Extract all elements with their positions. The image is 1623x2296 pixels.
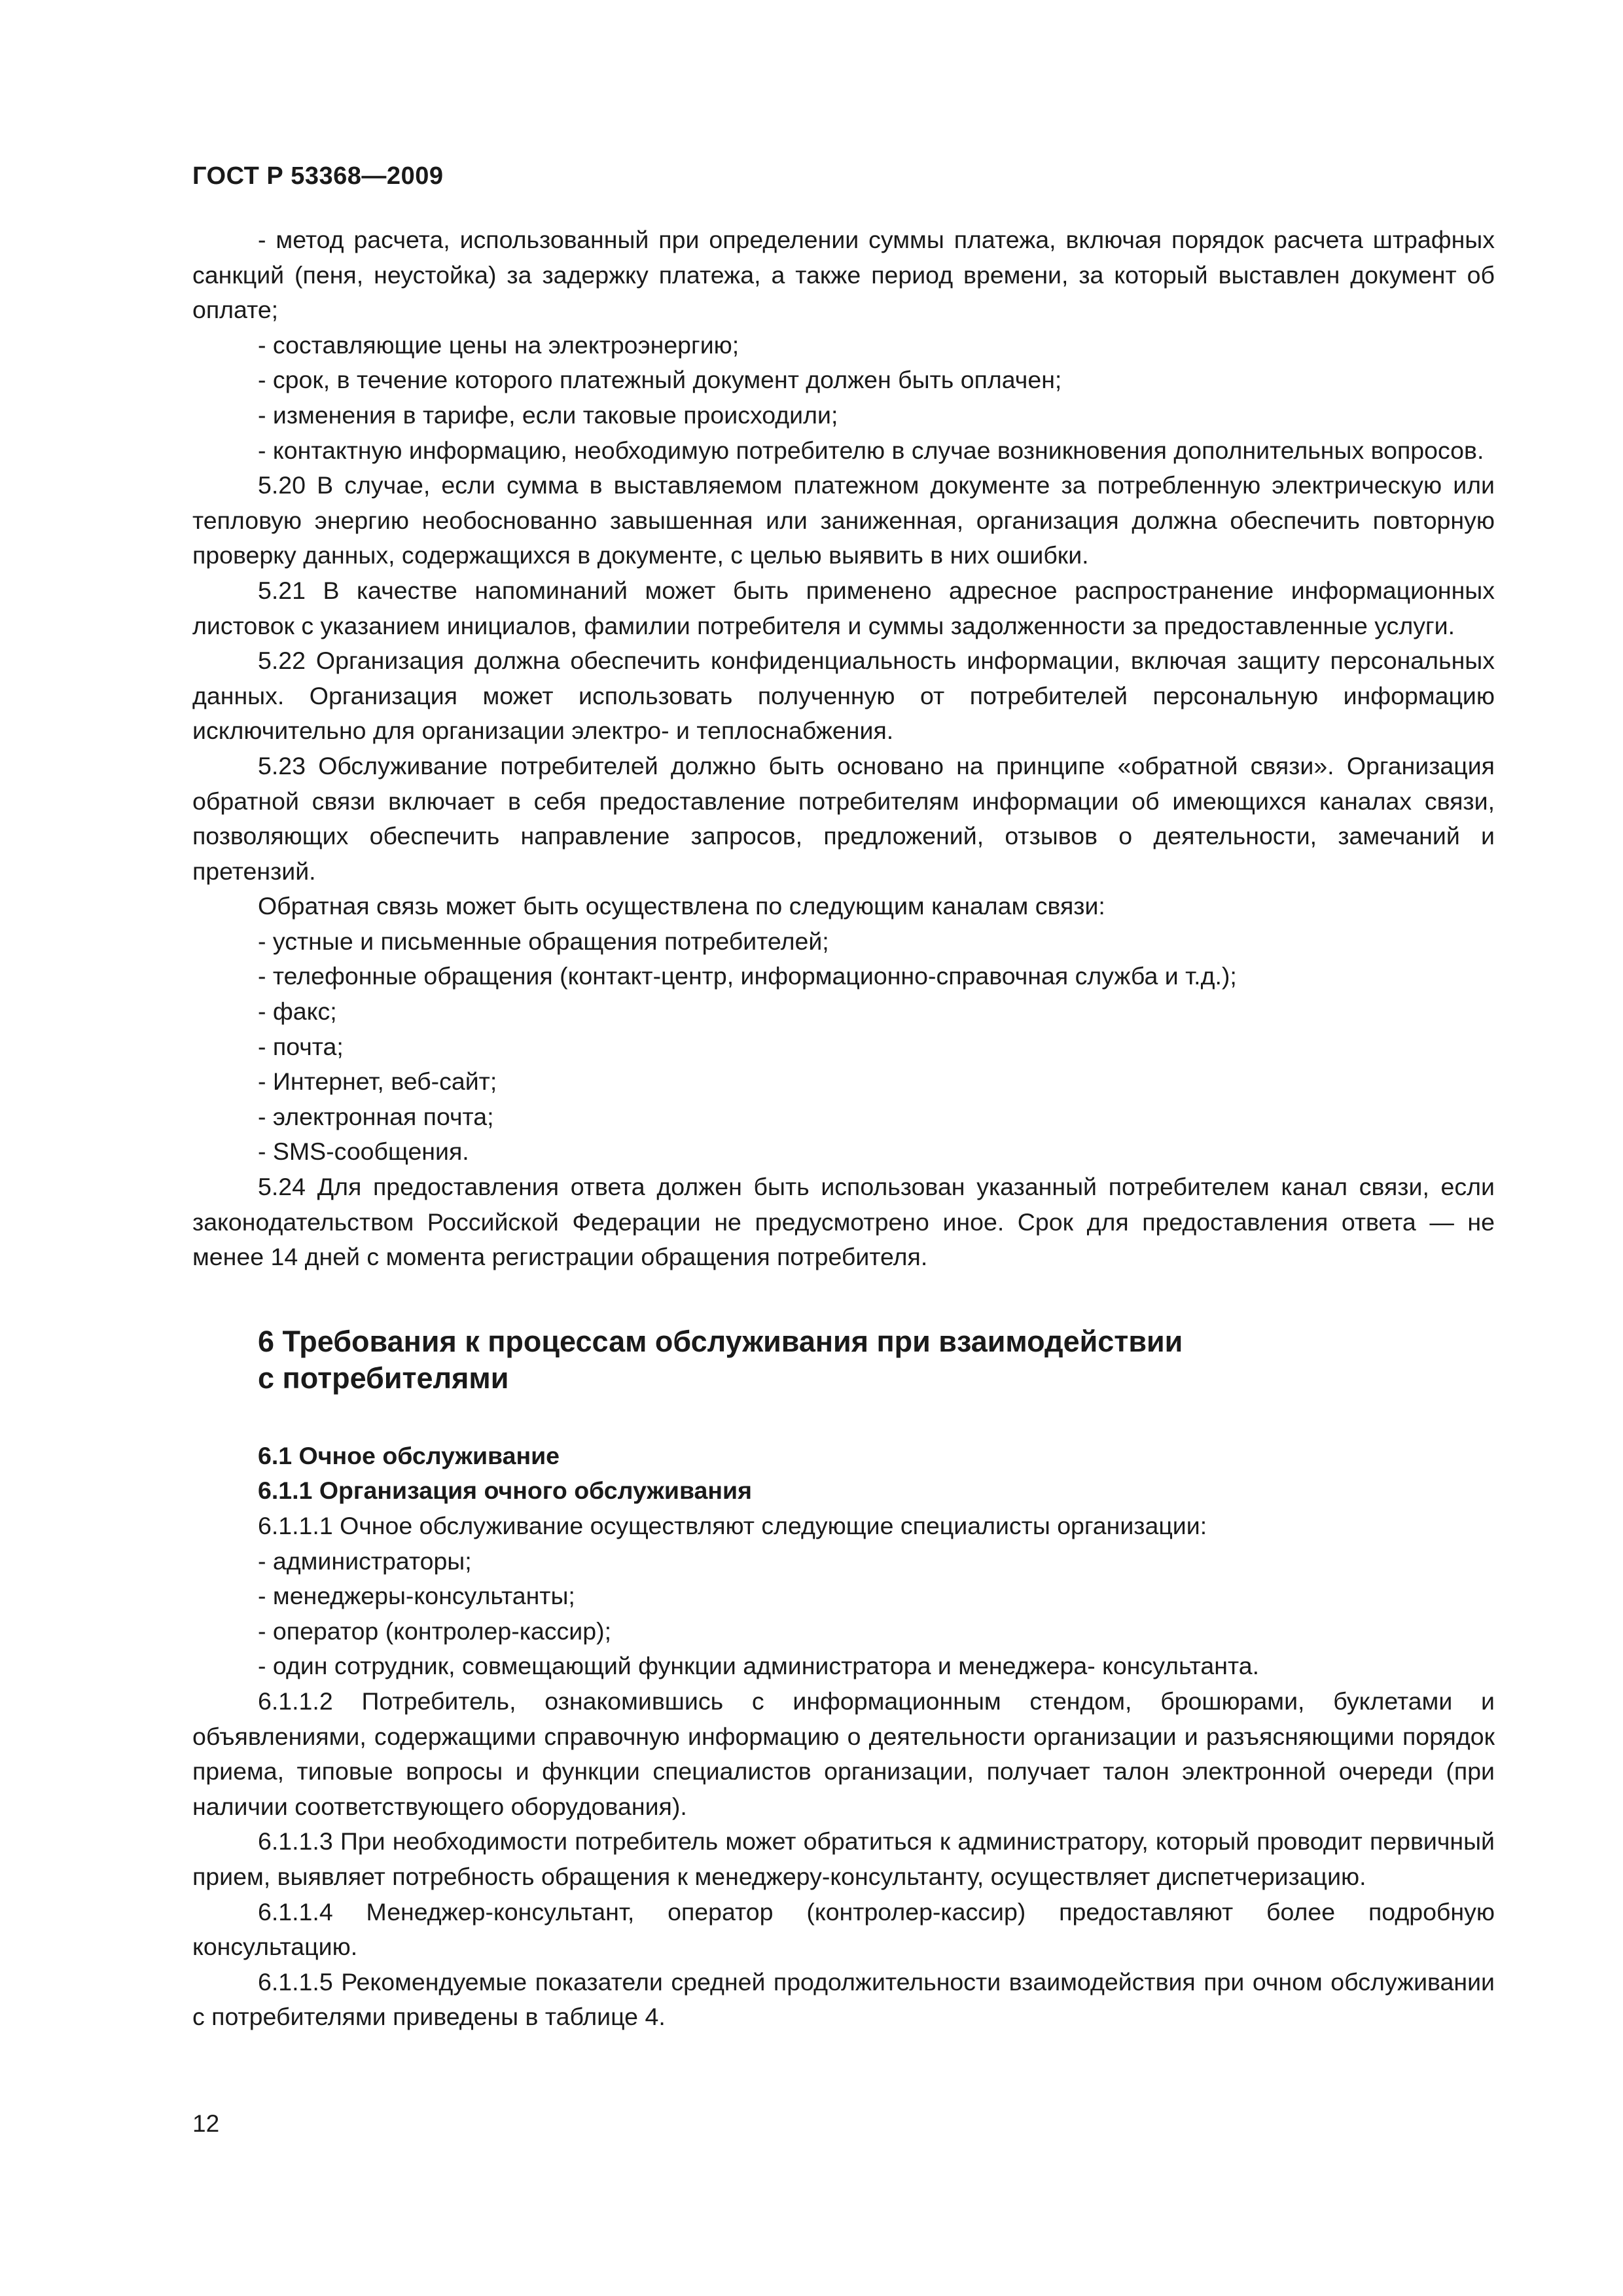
list-item: - оператор (контролер-кассир); (258, 1617, 612, 1645)
list-item: - устные и письменные обращения потребителей; (258, 927, 829, 955)
subsection-6-1-title: 6.1 Очное обслуживание (258, 1441, 560, 1469)
list-item: - факс; (258, 997, 337, 1026)
paragraph-5-23: 5.23 Обслуживание потребителей должно быть основано на принципе «обратной связи». Организация обратной связи включает в себя предоставление потребителям информации об имеющихся каналах связи, позволяющих обеспечить направление запросов, предложений, отзывов о деятельности, замечаний и претензий. (192, 751, 1495, 885)
paragraph-5-24: 5.24 Для предоставления ответа должен быть использован указанный потребителем канал связи, если законодательством Российской Федерации не предусмотрено иное. Срок для предоставления ответа — не менее 14 дней с момента регистрации обращения потребителя. (192, 1173, 1495, 1271)
list-item: - изменения в тарифе, если таковые происходили; (258, 401, 838, 429)
list-item: - Интернет, веб-сайт; (258, 1067, 497, 1096)
list-item: - SMS-сообщения. (258, 1138, 469, 1166)
paragraph-5-21: 5.21 В качестве напоминаний может быть применено адресное распространение информационных листовок с указанием инициалов, фамилии потребителя и суммы задолженности за предоставленные услуги. (192, 576, 1495, 639)
paragraph-6-1-1-4: 6.1.1.4 Менеджер-консультант, оператор (контролер-кассир) предоставляют более подробную консультацию. (192, 1897, 1495, 1961)
list-item: - менеджеры-консультанты; (258, 1582, 575, 1610)
channels-intro: Обратная связь может быть осуществлена по следующим каналам связи: (258, 892, 1105, 920)
paragraph-6-1-1-3: 6.1.1.3 При необходимости потребитель может обратиться к администратору, который проводит первичный прием, выявляет потребность обращения к менеджеру-консультанту, осуществляет диспетчеризацию. (192, 1827, 1495, 1890)
list-item: - контактную информацию, необходимую потребителю в случае возникновения дополнительных вопросов. (258, 436, 1484, 464)
subsection-6-1-1-title: 6.1.1 Организация очного обслуживания (258, 1477, 752, 1505)
paragraph-6-1-1-2: 6.1.1.2 Потребитель, ознакомившись с информационным стендом, брошюрами, буклетами и объявлениями, содержащими справочную информацию о деятельности организации и разъясняющими порядок приема, типовые вопросы и функции специалистов организации, получает талон электронной очереди (при наличии соответствующего оборудования). (192, 1687, 1495, 1820)
list-item: - срок, в течение которого платежный документ должен быть оплачен; (258, 366, 1062, 394)
list-item: - электронная почта; (258, 1102, 494, 1130)
document-body (192, 223, 1495, 2035)
paragraph-5-22: 5.22 Организация должна обеспечить конфиденциальность информации, включая защиту персональных данных. Организация может использовать полученную от потребителей персональную информацию исключительно для организации электро- и теплоснабжения. (192, 647, 1495, 745)
list-item: - метод расчета, использованный при определении суммы платежа, включая порядок расчета штрафных санкций (пеня, неустойка) за задержку платежа, а также период времени, за который выставлен документ об оплате; (192, 226, 1495, 324)
paragraph-6-1-1-1: 6.1.1.1 Очное обслуживание осуществляют следующие специалисты организации: (258, 1512, 1207, 1539)
list-item: - телефонные обращения (контакт-центр, информационно-справочная служба и т.д.); (258, 962, 1237, 990)
page-number: 12 (192, 2110, 220, 2137)
section-6-title-line1: 6 Требования к процессам обслуживания при взаимодействии (258, 1324, 1183, 1358)
list-item: - почта; (258, 1032, 344, 1060)
section-6-title-line2: с потребителями (258, 1361, 509, 1395)
list-item: - один сотрудник, совмещающий функции администратора и менеджера- консультанта. (258, 1652, 1260, 1680)
list-item: - составляющие цены на электроэнергию; (258, 331, 740, 359)
section-6-title (192, 1323, 1495, 1397)
paragraph-5-20: 5.20 В случае, если сумма в выставляемом платежном документе за потребленную электрическую или тепловую энергию необоснованно завышенная или заниженная, организация должна обеспечить повторную проверку данных, содержащихся в документе, с целью выявить в них ошибки. (192, 471, 1495, 569)
list-item: - администраторы; (258, 1547, 472, 1575)
document-header: ГОСТ Р 53368—2009 (192, 162, 444, 190)
paragraph-6-1-1-5: 6.1.1.5 Рекомендуемые показатели средней продолжительности взаимодействия при очном обслуживании с потребителями приведены в таблице 4. (192, 1967, 1495, 2031)
